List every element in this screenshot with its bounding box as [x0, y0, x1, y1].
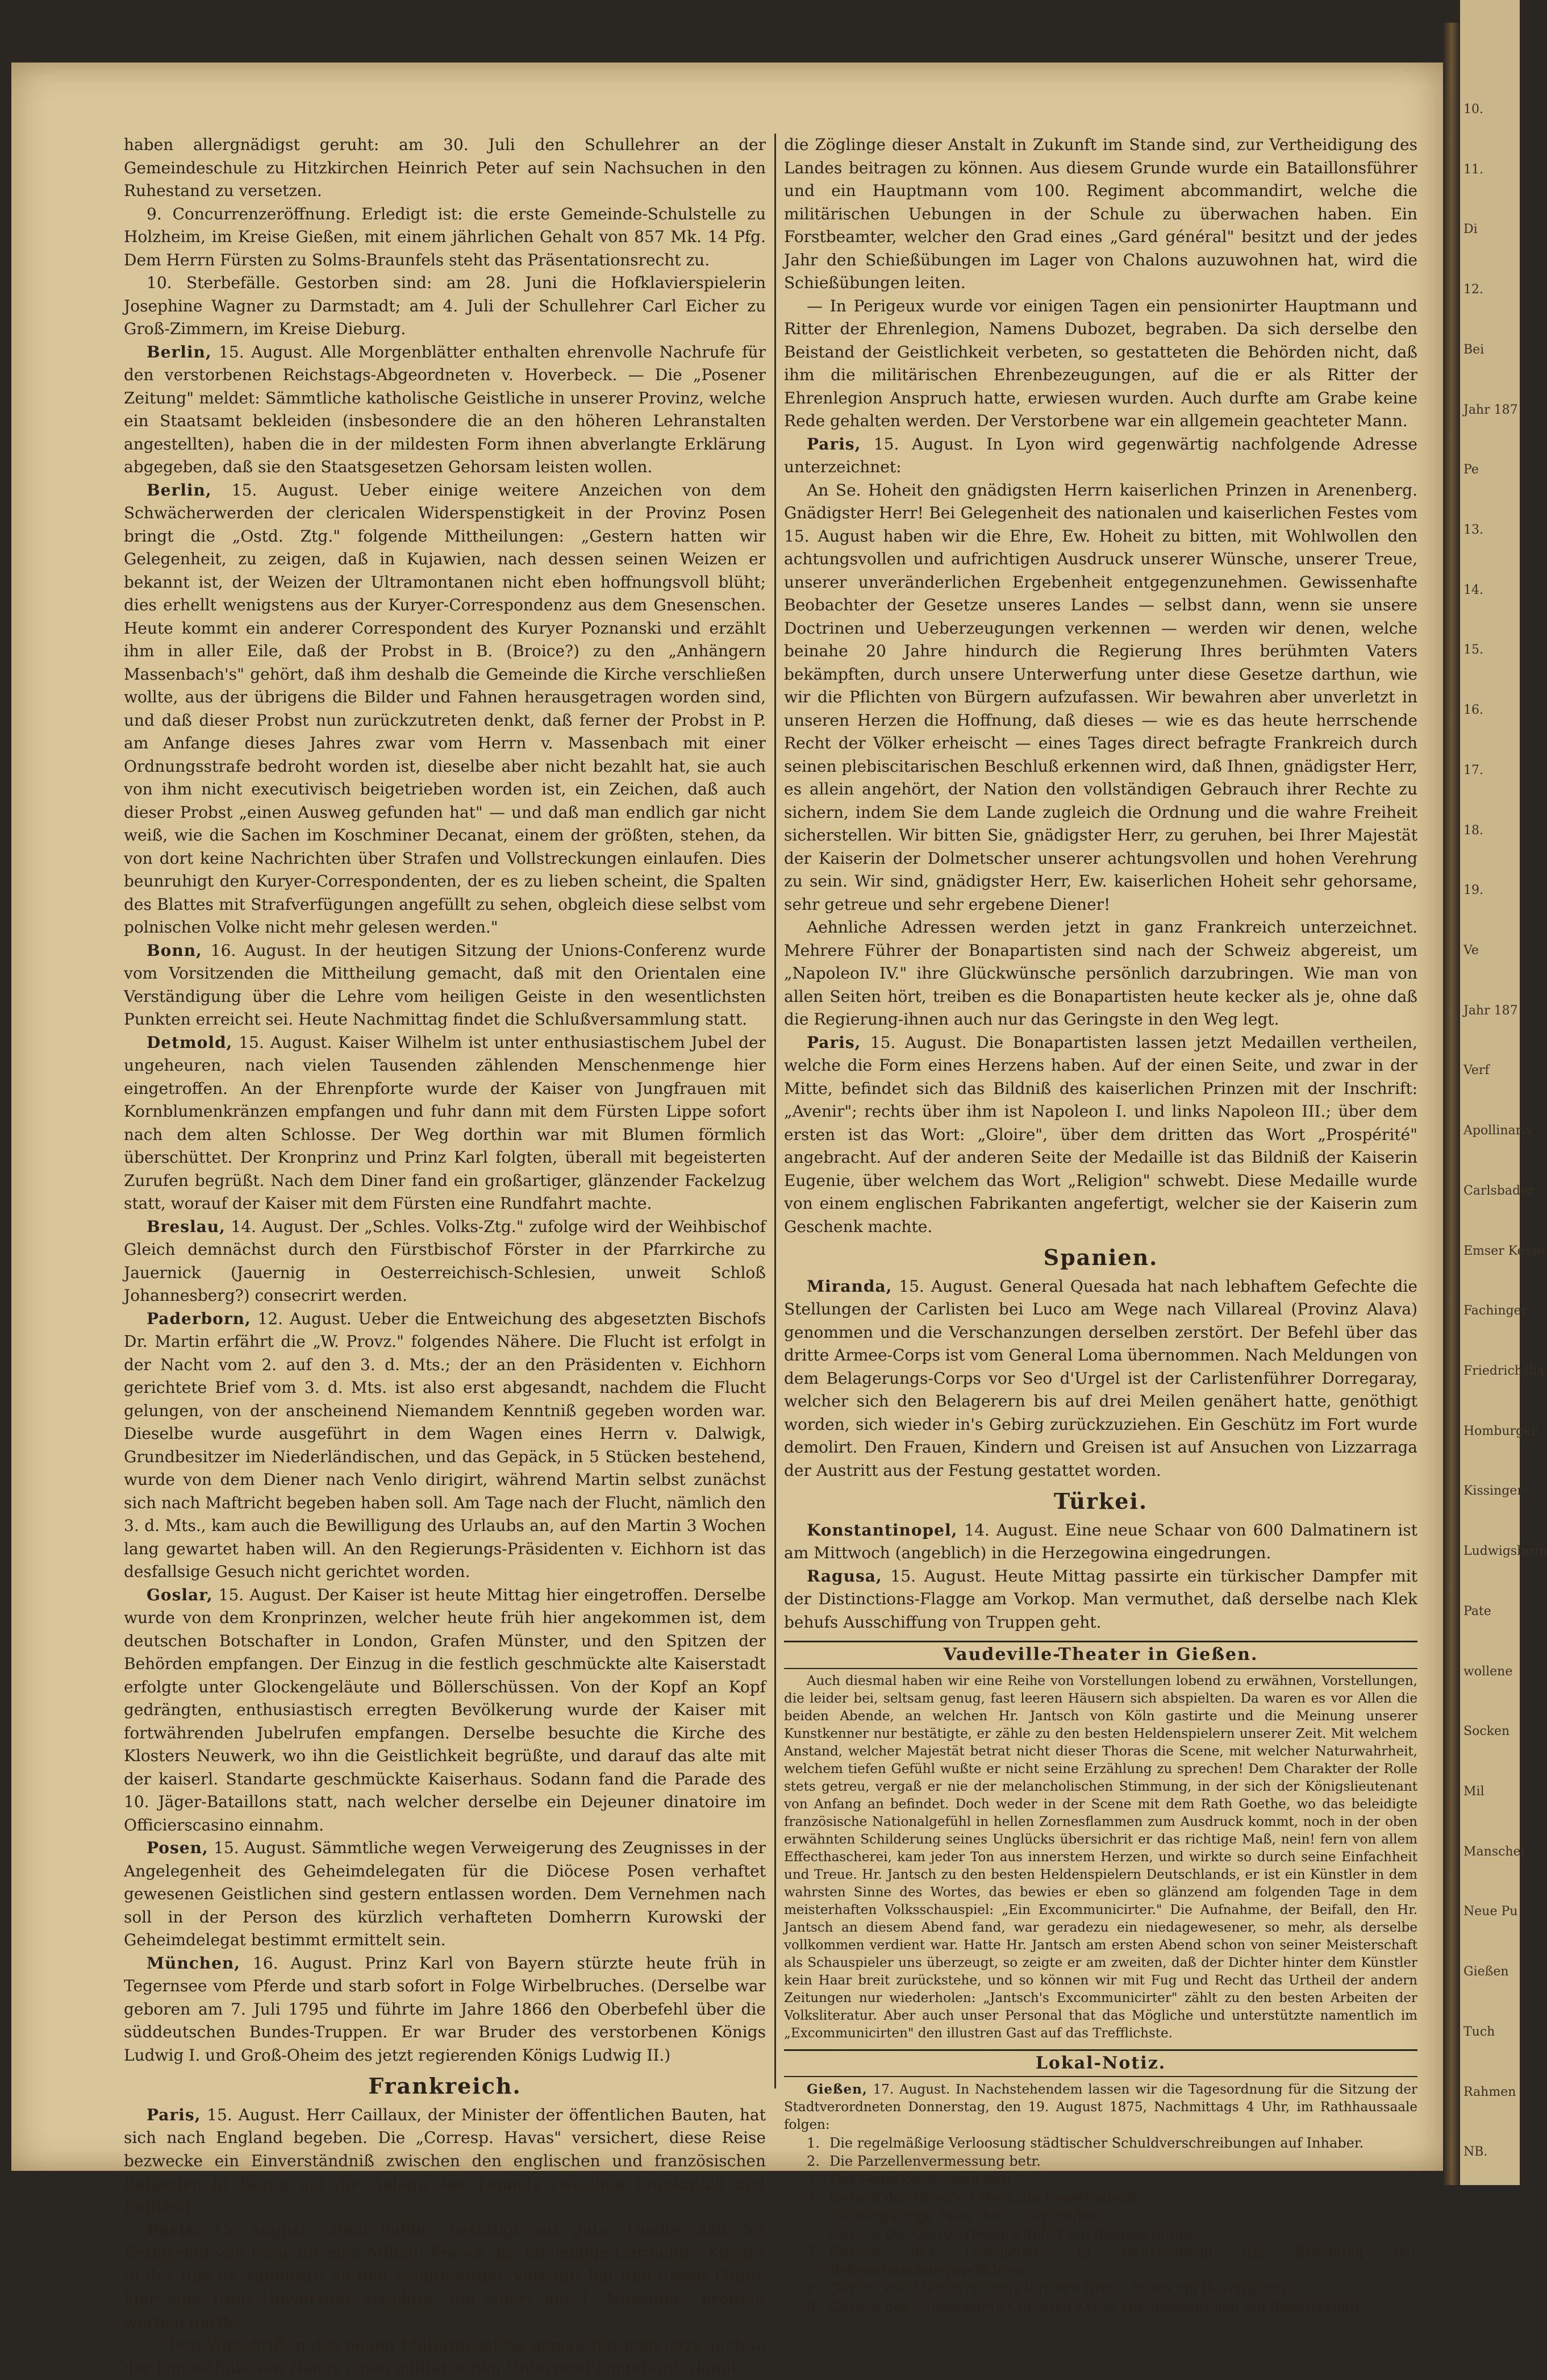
article-text: 9. Concurrenzeröffnung. Erledigt ist: die erste Gemeinde-Schulstelle zu Holzheim, im Kreise Gießen, mit einem jährlichen Gehalt von 857 Mk. 14 Pfg. Dem Herrn Fürsten zu Solms-Braunfels steht das Präsentationsrecht zu.	[124, 204, 766, 269]
news-item	[124, 479, 766, 939]
news-item	[124, 1031, 766, 1216]
dateline: Ragusa,	[807, 1566, 882, 1586]
lokal-heading: Lokal-Notiz.	[784, 2049, 1417, 2078]
article-text: — Den Vorschriften des neuen Militärgesetzes gemäß hat man jetzt auch in der Forstschule von Nancy einen militärischen Unterricht eingeführt, damit	[124, 2335, 766, 2377]
news-item	[784, 433, 1417, 479]
agenda-number: 5.	[807, 2208, 820, 2224]
news-body: 12. August. Ueber die Entweichung des abgesetzten Bischofs Dr. Martin erfährt die „W. Provz." folgendes Nähere. Die Flucht ist erfolgt in der Nacht vom 2. auf den 3. d. Mts.; der an den Präsidenten v. Eichhorn gerichtete Brief vom 3. d. Mts. ist also erst abgesandt, nachdem die Flucht gelungen, von der anscheinend Niemandem Kenntniß gegeben worden war. Dieselbe wurde ausgeführt in dem Wagen eines Herrn v. Dalwigk, Grundbesitzer im Niederländischen, und das Gepäck, in 5 Stücken bestehend, wurde von dem Diener nach Venlo dirigirt, während Martin selbst zunächst sich nach Maftricht begeben haben soll. Am Tage nach der Flucht, nämlich den 3. d. Mts., kam auch die Bewilligung des Urlaubs an, auf den Martin 3 Wochen lang gewartet haben will. An den Regierungs-Präsidenten v. Eichhorn ist das desfallsige Gesuch nicht gerichtet worden.	[124, 1309, 766, 1581]
news-item	[124, 2219, 766, 2334]
edge-fragment: 15.	[1463, 643, 1483, 658]
dateline: Konstantinopel,	[807, 1520, 958, 1539]
news-item	[784, 1031, 1417, 1239]
edge-fragment: Kissinger	[1463, 1484, 1523, 1499]
edge-fragment: Mil	[1463, 1784, 1485, 1799]
dateline: München,	[147, 1953, 241, 1973]
agenda-number: 7.	[807, 2244, 820, 2260]
agenda-text: Gesuch des Metzgers Louis Pirr von Groß-Linden um Bauerlaubniß.	[829, 2281, 1300, 2296]
edge-fragment: Verf	[1463, 1063, 1490, 1078]
edge-fragment: Carlsbader	[1463, 1183, 1534, 1198]
agenda-number: 2.	[807, 2153, 820, 2169]
dateline: Posen,	[147, 1838, 209, 1857]
news-body: 15. August. In Lyon wird gegenwärtig nachfolgende Adresse unterzeichnet:	[784, 434, 1417, 476]
edge-fragment: 18.	[1463, 823, 1483, 838]
edge-fragment: 10.	[1463, 102, 1483, 116]
news-body: 15. August. Heute Mittag passirte ein türkischer Dampfer mit der Distinctions-Flagge am Vorkop. Man vermuthet, daß derselbe nach Klek behufs Ausschiffung von Truppen geht.	[784, 1566, 1417, 1632]
news-body: 15. August. „Bien Public" bestätigt aus guter Quelle, daß der Erzbischof von Paris für eine Million Francs das ehemalige Carmeliter-Kloster in der Rue de Vaugirard an den Jesuitenorden verkauft hat und dieser Orden hier eine freie Universität errichtet, die sofort am 1. November eröffnet werden dürfte.	[124, 2220, 766, 2331]
news-body: 15. August. Herr Caillaux, der Minister der öffentlichen Bauten, hat sich nach England begeben. Die „Corresp. Havas" versichert, diese Reise bezwecke ein Einverständniß zwischen den englischen und französischen Behörden in Bezug auf die Anlage des Tunnels zwischen Frankreich und England.	[124, 2105, 766, 2216]
agenda-text: Die diesjährige Feier des 2. September.	[829, 2208, 1103, 2224]
edge-fragment: 17.	[1463, 763, 1483, 777]
edge-fragment: Pate	[1463, 1604, 1491, 1618]
edge-fragment: Bei	[1463, 342, 1485, 357]
agenda-item	[784, 2170, 1417, 2188]
news-body: 15. August. Kaiser Wilhelm ist unter enthusiastischem Jubel der ungeheuren, nach vielen Tausenden zählenden Menschenmenge hier eingetroffen. An der Ehrenpforte wurde der Kaiser von Jungfrauen mit Kornblumenkränzen empfangen und fuhr dann mit dem Fürsten Lippe sofort nach dem alten Schlosse. Der Weg dorthin war mit Blumen förmlich überschüttet. Der Kronprinz und Prinz Karl folgten, überall mit begeisterten Zurufen begrüßt. Nach dem Diner fand ein großartiger, glänzender Fackelzug statt, worauf der Kaiser mit dem Fürsten eine Rundfahrt machte.	[124, 1033, 766, 1213]
edge-fragment: Friedrichsha	[1463, 1364, 1545, 1378]
agenda-number: 4.	[807, 2190, 820, 2206]
agenda-list	[784, 2134, 1417, 2316]
edge-fragment: wollene	[1463, 1664, 1513, 1679]
dateline: Breslau,	[147, 1217, 226, 1236]
agenda-text: Gesuch des Zahlmeisters Christian Keller von Altenkirchen um Bauerlaubniß.	[829, 2299, 1368, 2315]
agenda-text: Gesuch des Heinrich Merz um Bauerlaubniß.	[829, 2190, 1142, 2206]
edge-fragment: Neue Pu	[1463, 1904, 1518, 1919]
dateline: Detmold,	[147, 1033, 233, 1052]
dateline: Bonn,	[147, 941, 202, 960]
edge-fragment: Pe	[1463, 463, 1479, 477]
news-body: 16. August. In der heutigen Sitzung der Unions-Conferenz wurde vom Vorsitzenden die Mittheilung gemacht, daß mit den Orientalen eine Verständigung über die Lehre vom heiligen Geiste in den wesentlichsten Punkten erreicht sei. Heute Nachmittag findet die Schlußversammlung statt.	[124, 941, 766, 1029]
section-heading-spanien: Spanien.	[1043, 1245, 1158, 1270]
edge-fragment: Ve	[1463, 943, 1479, 958]
theater-heading: Vaudeville-Theater in Gießen.	[784, 1641, 1417, 1669]
dateline: Berlin,	[147, 342, 212, 361]
agenda-number: 8.	[807, 2281, 820, 2296]
dateline: Paderborn,	[147, 1309, 251, 1328]
edge-fragment: NB.	[1463, 2145, 1488, 2160]
agenda-item	[784, 2188, 1417, 2207]
news-item	[784, 1565, 1417, 1634]
agenda-text: Gesuch des Ortsdieners in Heuchelheim um Erhöhung der Bekanntmachungsgebühren.	[829, 2244, 1417, 2278]
news-item	[124, 1216, 766, 1308]
edge-fragment: Gießen	[1463, 1965, 1509, 1979]
article-text: — In Perigeux wurde vor einigen Tagen ein pensionirter Hauptmann und Ritter der Ehrenlegion, Namens Dubozet, begraben. Da sich derselbe den Beistand der Geistlichkeit verbeten, so gestatteten die Behörden nicht, daß ihm die militärischen Ehrenbezeugungen, auf die er als Ritter der Ehrenlegion Anspruch hatte, erwiesen wurden. Auch durfte am Grabe keine Rede gehalten werden. Der Verstorbene war ein allgemein geachteter Mann.	[784, 296, 1417, 430]
dateline: Gießen,	[807, 2082, 868, 2097]
agenda-number: 6.	[807, 2226, 820, 2242]
dateline: Paris,	[147, 2220, 201, 2239]
agenda-item	[784, 2225, 1417, 2243]
edge-fragment: 14.	[1463, 582, 1483, 597]
agenda-item	[784, 2243, 1417, 2279]
column-divider	[774, 134, 776, 2088]
news-body: 16. August. Prinz Karl von Bayern stürzte heute früh in Tegernsee vom Pferde und starb sofort in Folge Wirbelbruches. (Derselbe war geboren am 7. Juli 1795 und führte im Jahre 1866 den Oberbefehl über die süddeutschen Bundes-Truppen. Er war Bruder des verstorbenen Königs Ludwig I. und Groß-Oheim des jetzt regierenden Königs Ludwig II.)	[124, 1953, 766, 2065]
agenda-item	[784, 2207, 1417, 2225]
news-item	[124, 939, 766, 1031]
agenda-text: Die regelmäßige Verloosung städtischer Schuldverschreibungen auf Inhaber.	[829, 2135, 1364, 2151]
news-body: 15. August. General Quesada hat nach lebhaftem Gefechte die Stellungen der Carlisten bei Luco am Wege nach Villareal (Provinz Alava) genommen und die Verschanzungen derselben zerstört. Der Befehl über das dritte Armee-Corps ist vom General Loma übernommen. Nach Meldungen von dem Belagerungs-Corps vor Seo d'Urgel ist der Carlistenführer Dorregaray, welcher sich den Belagerern bis auf drei Meilen genähert hatte, genöthigt worden, sich wieder in's Gebirg zurückzuziehen. Ein Geschütz im Fort wurde demolirt. Den Frauen, Kindern und Greisen ist auf Ansuchen von Lizzarraga der Austritt aus der Festung gestattet worden.	[784, 1276, 1417, 1480]
edge-fragment: 11.	[1463, 162, 1483, 177]
edge-fragment: 13.	[1463, 523, 1483, 537]
agenda-number: 9.	[807, 2299, 820, 2315]
edge-fragment: Fachinger	[1463, 1304, 1528, 1318]
news-item	[124, 1308, 766, 1584]
news-body: 14. August. Eine neue Schaar von 600 Dalmatinern ist am Mittwoch (angeblich) in die Herzegowina eingedrungen.	[784, 1520, 1417, 1562]
article-text: die Zöglinge dieser Anstalt in Zukunft im Stande sind, zur Vertheidigung des Landes beitragen zu können. Aus diesem Grunde wurde ein Bataillonsführer und ein Hauptmann vom 100. Regiment abcommandirt, welche die militärischen Uebungen in der Schule zu überwachen haben. Ein Forstbeamter, welcher den Grad eines „Gard général" besitzt und der jedes Jahr den Schießübungen im Lager von Chalons auzuwohnen hat, wird die Schießübungen leiten.	[784, 135, 1417, 292]
edge-fragment: 19.	[1463, 883, 1483, 898]
theater-review: Auch diesmal haben wir eine Reihe von Vorstellungen lobend zu erwähnen, Vorstellungen, die leider bei, seltsam genug, fast leeren Häusern sich abspielten. Da waren es vor Allen die beiden Abende, an welchen Hr. Jantsch von Köln gastirte und die Meinung unserer Kunstkenner nur bestätigte, er zähle zu den besten Heldenspielern unserer Zeit. Mit welchem Anstand, welcher Majestät betrat nicht dieser Thoras die Scene, mit welcher Naturwahrheit, welchem tiefen Gefühl wußte er nicht seine Erzählung zu sprechen! Dem Charakter der Rolle stets getreu, vergaß er nie der melancholischen Stimmung, in der sich der Königslieutenant von Anfang an befindet. Doch weder in der Scene mit dem Rath Goethe, wo das beleidigte französische Nationalgefühl in hellen Zornesflammen zum Ausdruck kommt, noch in der oben erwähnten Schilderung seines Unglücks übersichrit er das richtige Maß, nein! fern von allem Effecthascherei, kam jeder Ton aus innerstem Herzen, und wirkte so durch seine Einfachheit und Treue. Hr. Jantsch zu den besten Heldenspielern Deutschlands, er ist ein Künstler in dem wahrsten Sinne des Wortes, das bewies er eben so glänzend am folgenden Tage in dem meisterhaften Volksschauspiel: „Ein Excommunicirter." Die Aufnahme, der Beifall, den Hr. Jantsch an diesem Abend fand, war geradezu ein niedagewesener, so mehr, als derselbe vollkommen verdient war. Hatte Hr. Jantsch am ersten Abend schon von seiner Meisterschaft als Schauspieler uns überzeugt, so zeigte er am zweiten, daß der Dichter hinter dem Künstler kein Haar breit zurückstehe, und so können wir mit Fug und Recht das Urtheil der andern Zeitungen nur wiederholen: „Jantsch's Excommunicirter" zählt zu den besten Arbeiten der Volksliteratur. Aber auch unser Personal that das Mögliche und unterstützte namentlich im „Excommunicirten" den illustren Gast auf das Trefflichste.	[784, 1673, 1417, 2041]
edge-fragment: 12.	[1463, 282, 1483, 297]
agenda-text: Die Parzellenvermessung betr.	[829, 2153, 1041, 2169]
news-item	[124, 2104, 766, 2219]
edge-fragment: Rahmen	[1463, 2084, 1516, 2099]
news-item	[124, 1952, 766, 2067]
right-column	[784, 134, 1417, 2316]
agenda-text: Das Feuerlöschwesen betr.	[829, 2171, 1016, 2187]
edge-fragment: Apollinaris	[1463, 1124, 1532, 1138]
article-text: Aehnliche Adressen werden jetzt in ganz Frankreich unterzeichnet. Mehrere Führer der Bonapartisten sind nach der Schweiz abgereist, um „Napoleon IV." ihre Glückwünsche persönlich darzubringen. Wie man von allen Seiten hört, treiben es die Bonapartisten heute kecker als je, ohne daß die Regierung-ihnen auch nur das Geringste in den Weg legt.	[784, 918, 1417, 1029]
agenda-text: Gesuch des Octroierhebers Roloff um Remuneration.	[829, 2226, 1196, 2242]
news-body: 14. August. Der „Schles. Volks-Ztg." zufolge wird der Weihbischof Gleich demnächst durch den Fürstbischof Förster in der Pfarrkirche zu Jauernick (Jauernig in Oesterreichisch-Schlesien, unweit Schloß Johannesberg?) consecrirt werden.	[124, 1217, 766, 1305]
news-body: 15. August. Alle Morgenblätter enthalten ehrenvolle Nachrufe für den verstorbenen Reichstags-Abgeordneten v. Hoverbeck. — Die „Posener Zeitung" meldet: Sämmtliche katholische Geistliche in unserer Provinz, welche ein Staatsamt bekleiden (insbesondere die an den höheren Lehranstalten angestellten), haben die in der mildesten Form ihnen abverlangte Erklärung abgegeben, daß sie den Staatsgesetzen Gehorsam leisten wollen.	[124, 342, 766, 476]
edge-fragment: Ludwigsbrun	[1463, 1544, 1547, 1559]
news-item	[784, 2081, 1417, 2134]
news-item	[124, 1837, 766, 1952]
news-item	[784, 1275, 1417, 1483]
edge-fragment: 16.	[1463, 703, 1483, 718]
article-text: haben allergnädigst geruht: am 30. Juli den Schullehrer an der Gemeindeschule zu Hitzkirchen Heinrich Peter auf sein Nachsuchen in den Ruhestand zu versetzen.	[124, 135, 766, 200]
section-heading-tuerkei: Türkei.	[1053, 1488, 1148, 1514]
address-text: An Se. Hoheit den gnädigsten Herrn kaiserlichen Prinzen in Arenenberg. Gnädigster Herr! Bei Gelegenheit des nationalen und kaiserlichen Festes vom 15. August haben wir die Ehre, Ew. Hoheit zu bitten, mit Wohlwollen den achtungsvollen und aufrichtigen Ausdruck unserer Wünsche, unserer Treue, unserer unveränderlichen Ergebenheit entgegenzunehmen. Gewissenhafte Beobachter der Gesetze unseres Landes — selbst dann, wenn sie unsere Doctrinen und Ueberzeugungen verkennen — werden wir denen, welche beinahe 20 Jahre hindurch die Regierung Ihres berühmten Vaters bekämpften, durch unsere Unterwerfung unter diese Gesetze darthun, wie wir die Pflichten von Bürgern aufzufassen. Wir bewahren aber unverletzt in unseren Herzen die Hoffnung, daß dieses — wie es das heute herrschende Recht der Völker erheischt — eines Tages direct befragte Frankreich durch seinen plebiscitarischen Beschluß erkennen wird, daß Ihnen, gnädigster Herr, es allein angehört, der Nation den vollständigen Gebrauch ihrer Rechte zu sichern, indem Sie dem Lande zugleich die Ordnung und die wahre Freiheit sicherstellen. Wir bitten Sie, gnädigster Herr, zu geruhen, bei Ihrer Majestät der Kaiserin der Dolmetscher unserer achtungsvollen und hohen Verehrung zu sein. Wir sind, gnädigster Herr, Ew. kaiserlichen Hoheit sehr gehorsame, sehr getreue und sehr ergebene Diener!	[784, 480, 1417, 914]
adjacent-page-edge	[1460, 0, 1547, 2185]
left-column	[124, 134, 766, 2380]
agenda-number: 1.	[807, 2135, 820, 2151]
news-body: 15. August. Der Kaiser ist heute Mittag hier eingetroffen. Derselbe wurde von dem Kronprinzen, welcher heute früh hier angekommen ist, dem deutschen Botschafter in London, Grafen Münster, und den Spitzen der Behörden empfangen. Der Einzug in die festlich geschmückte alte Kaiserstadt erfolgte unter Glockengeläute und Böllerschüssen. Von der Kopf an Kopf gedrängten, enthusiastisch erregten Bevölkerung wurde der Kaiser mit fortwährenden Jubelrufen empfangen. Derselbe besuchte die Kirche des Klosters Neuwerk, wo ihn die Geistlichkeit begrüßte, und darauf das alte mit der kaiserl. Standarte geschmückte Kaiserhaus. Sodann fand die Parade des 10. Jäger-Bataillons statt, nach welcher derselbe ein Dejeuner dinatoire im Officierscasino einnahm.	[124, 1585, 766, 1834]
edge-fragment: Tuch	[1463, 2024, 1495, 2039]
agenda-item	[784, 2298, 1417, 2316]
news-body: 15. August. Die Bonapartisten lassen jetzt Medaillen vertheilen, welche die Form eines Herzens haben. Auf der einen Seite, und zwar in der Mitte, befindet sich das Bildniß des kaiserlichen Prinzen mit der Inschrift: „Avenir"; rechts über ihm ist Napoleon I. und links Napoleon III.; über dem ersten ist das Wort: „Gloire", über dem dritten das Wort „Prospérité" angebracht. Auf der anderen Seite der Medaille ist das Bildniß der Kaiserin Eugenie, über welchem das Wort „Religion" schwebt. Diese Medaille wurde von einem englischen Fabrikanten angefertigt, welcher sie der Kaiserin zum Geschenk machte.	[784, 1033, 1417, 1236]
news-item	[124, 341, 766, 479]
edge-fragment: Di	[1463, 222, 1478, 237]
news-body: 15. August. Sämmtliche wegen Verweigerung des Zeugnisses in der Angelegenheit des Geheimdelegaten für die Diöcese Posen verhaftet gewesenen Geistlichen sind gestern entlassen worden. Dem Vernehmen nach soll in der Person des kürzlich verhafteten Domherrn Kurowski der Geheimdelegat bestimmt ermittelt sein.	[124, 1838, 766, 1949]
dateline: Miranda,	[807, 1276, 893, 1296]
edge-fragment: Socken	[1463, 1724, 1510, 1739]
edge-fragment: Emser Kesse	[1463, 1243, 1545, 1258]
section-heading-frankreich: Frankreich.	[368, 2073, 522, 2099]
dateline: Paris,	[807, 1033, 861, 1052]
agenda-number: 3.	[807, 2171, 820, 2187]
news-item	[124, 1584, 766, 1837]
edge-fragment: Jahr 187	[1463, 402, 1518, 417]
edge-fragment: Jahr 187	[1463, 1003, 1518, 1018]
agenda-item	[784, 2134, 1417, 2152]
dateline: Berlin,	[147, 480, 212, 500]
dateline: Paris,	[147, 2105, 201, 2124]
edge-fragment: Manschet	[1463, 1844, 1526, 1859]
book-spine	[1443, 23, 1460, 2185]
dateline: Paris,	[807, 434, 861, 453]
article-text: 10. Sterbefälle. Gestorben sind: am 28. Juni die Hofklavierspielerin Josephine Wagner zu Darmstadt; am 4. Juli der Schullehrer Carl Eicher zu Groß-Zimmern, im Kreise Dieburg.	[124, 273, 766, 338]
edge-fragment: Homburger	[1463, 1424, 1537, 1438]
news-body: 15. August. Ueber einige weitere Anzeichen von dem Schwächerwerden der clericalen Widerspenstigkeit in der Provinz Posen bringt die „Ostd. Ztg." folgende Mittheilungen: „Gestern hatten wir Gelegenheit, zu zeigen, daß in Kujawien, nach dessen seinen Weizen er bekannt ist, der Weizen der Ultramontanen nicht eben hoffnungsvoll blüht; dies erhellt wenigstens aus der Kuryer-Correspondenz aus dem Gnesenschen. Heute kommt ein anderer Correspondent des Kuryer Poznanski und erzählt ihm in aller Eile, daß der Probst in B. (Broice?) zu den „Anhängern Massenbach's" gehört, daß ihm deshalb die Gemeinde die Kirche verschließen wollte, aus der übrigens die Bilder und Fahnen herausgetragen worden sind, und daß dieser Probst nun zurückzutreten denkt, daß ferner der Probst in P. am Anfange dieses Jahres zwar vom Herrn v. Massenbach mit einer Ordnungsstrafe bedroht worden ist, dieselbe aber nicht bezahlt hat, sie auch von ihm nicht executivisch beigetrieben worden ist, ein Zeichen, daß auch dieser Probst „einen Ausweg gefunden hat" — und daß man endlich gar nicht weiß, wie die Sachen im Koschminer Decanat, einem der größten, stehen, da von dort keine Nachrichten über Strafen und Vollstreckungen einlaufen. Dies beunruhigt den Kuryer-Correspondenten, der es zu lieben scheint, die Spalten des Blattes mit Strafverfügungen angefüllt zu sehen, obgleich diese selbst vom polnischen Volke nicht mehr gelesen werden."	[124, 480, 766, 937]
news-item	[784, 1519, 1417, 1565]
agenda-item	[784, 2152, 1417, 2170]
news-body: 17. August. In Nachstehendem lassen wir die Tagesordnung für die Sitzung der Stadtverordneten Donnerstag, den 19. August 1875, Nachmittags 4 Uhr, im Rathhaussaale folgen:	[784, 2082, 1417, 2132]
dateline: Goslar,	[147, 1585, 213, 1604]
agenda-item	[784, 2279, 1417, 2298]
